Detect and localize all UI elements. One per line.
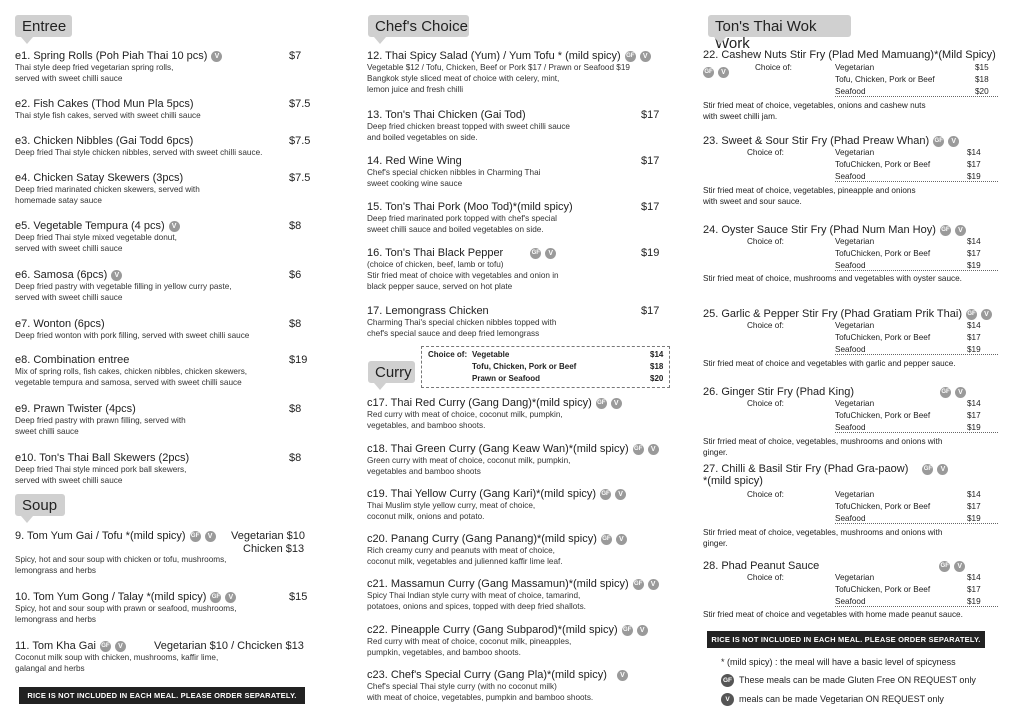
item-desc-1: Red curry with meat of choice, coconut milk, pumpkin, bbox=[367, 410, 563, 419]
choice-label: Choice of: bbox=[747, 399, 784, 408]
item-name: c19. Thai Yellow Curry (Gang Kari)*(mild spicy) bbox=[367, 488, 597, 500]
item-desc-1: (choice of chicken, beef, lamb or tofu) bbox=[367, 260, 504, 269]
item-price-2: Chicken $13 bbox=[243, 543, 305, 555]
choice-label: Choice of: bbox=[747, 573, 784, 582]
menu-item-28 bbox=[703, 560, 998, 619]
vegetarian-icon: V bbox=[718, 67, 729, 78]
item-desc-1: Deep fried pastry with vegetable filling in yellow curry paste, bbox=[15, 282, 232, 291]
legend-spicy: * (mild spicy) : the meal will have a basic level of spicyness bbox=[721, 657, 956, 667]
menu-item-c23 bbox=[367, 669, 628, 703]
menu-item-14 bbox=[367, 155, 660, 189]
item-desc-2: served with sweet chilli sauce bbox=[15, 74, 123, 83]
menu-item-e8 bbox=[15, 354, 308, 388]
opt-3-price: $19 bbox=[967, 172, 981, 181]
item-price: $8 bbox=[289, 452, 302, 464]
menu-item-e6 bbox=[15, 269, 302, 303]
menu-item-12 bbox=[367, 50, 651, 95]
item-name: 15. Ton's Thai Pork (Moo Tod)*(mild spicy) bbox=[367, 201, 573, 213]
gluten-free-icon: GF bbox=[721, 674, 734, 687]
item-desc-1: Deep fried Thai style minced pork ball skewers, bbox=[15, 465, 187, 474]
menu-item-25 bbox=[703, 308, 998, 368]
menu-item-c22 bbox=[367, 624, 648, 658]
curry-choice-price-box bbox=[421, 346, 670, 388]
wok-title: Ton's Thai Wok Work bbox=[715, 18, 817, 52]
item-desc-1: Spicy, hot and sour soup with chicken or tofu, mushrooms, bbox=[15, 555, 227, 564]
item-desc-1: Stir fried meat of choice, mushrooms and vegetables with oyster sauce. bbox=[703, 274, 962, 283]
item-desc-1: Red curry with meat of choice, coconut milk, pineapples, bbox=[367, 637, 572, 646]
choice-label: Choice of: bbox=[747, 490, 784, 499]
menu-item-e10 bbox=[15, 452, 302, 486]
item-price: $15 bbox=[289, 591, 308, 603]
item-desc-1: Deep fried wonton with pork filling, served with sweet chilli sauce bbox=[15, 331, 250, 340]
opt-1-name: Vegetarian bbox=[835, 399, 875, 408]
item-name: 11. Tom Kha Gai bbox=[15, 640, 96, 652]
opt-3-price: $19 bbox=[967, 345, 981, 354]
item-price: $8 bbox=[289, 220, 302, 232]
opt-1-name: Vegetarian bbox=[835, 63, 875, 72]
item-name: e10. Ton's Thai Ball Skewers (2pcs) bbox=[15, 452, 190, 464]
opt-1-price: $15 bbox=[975, 63, 989, 72]
item-desc-1: Spicy, hot and sour soup with prawn or seafood, mushrooms, bbox=[15, 604, 237, 613]
menu-item-e2 bbox=[15, 98, 311, 121]
opt-1-price: $14 bbox=[967, 148, 981, 157]
opt-1-name: Vegetarian bbox=[835, 237, 875, 246]
item-desc-2: coconut milk, vegetables and julienned kaffir lime leaf. bbox=[367, 557, 563, 566]
choice-label: Choice of: bbox=[755, 63, 792, 72]
opt-1-name: Vegetarian bbox=[835, 148, 875, 157]
item-desc-1: Chef's special Thai style curry (with no coconut milk) bbox=[367, 682, 557, 691]
item-price: $8 bbox=[289, 318, 302, 330]
legend-gf-text: These meals can be made Gluten Free ON REQUEST only bbox=[739, 674, 976, 685]
item-name: 22. Cashew Nuts Stir Fry (Plad Med Mamuang)*(Mild Spicy) bbox=[703, 49, 996, 61]
vegetarian-icon: V bbox=[981, 309, 992, 320]
item-name: 25. Garlic & Pepper Stir Fry (Phad Gratiam Prik Thai) bbox=[703, 308, 962, 320]
opt-2-name: TofuChicken, Pork or Beef bbox=[835, 585, 931, 594]
dotted-leader bbox=[835, 270, 998, 271]
item-price: $7.5 bbox=[289, 172, 311, 184]
item-desc-1: Deep fried pastry with prawn filling, served with bbox=[15, 416, 186, 425]
item-desc-2: with meat of choice, vegetables, pumpkin and bamboo shoots. bbox=[367, 693, 594, 702]
rice-not-included-notice: RICE IS NOT INCLUDED IN EACH MEAL. PLEASE ORDER SEPARATELY. bbox=[707, 631, 985, 648]
gluten-free-icon: GF bbox=[600, 489, 611, 500]
gluten-free-icon: GF bbox=[601, 534, 612, 545]
menu-item-c20 bbox=[367, 533, 627, 567]
vegetarian-icon: V bbox=[637, 625, 648, 636]
opt-2-price: $17 bbox=[967, 249, 981, 258]
item-desc-2: lemongrass and herbs bbox=[15, 615, 97, 624]
item-desc-1: Charming Thai's special chicken nibbles topped with bbox=[367, 318, 557, 327]
menu-item-e7 bbox=[15, 318, 302, 341]
item-name: e7. Wonton (6pcs) bbox=[15, 318, 105, 330]
opt-1-price: $14 bbox=[967, 237, 981, 246]
gluten-free-icon: GF bbox=[596, 398, 607, 409]
item-name: c20. Panang Curry (Gang Panang)*(mild spicy) bbox=[367, 533, 597, 545]
item-desc-1: Thai style fish cakes, served with sweet chilli sauce bbox=[15, 111, 201, 120]
opt-2-name: TofuChicken, Pork or Beef bbox=[835, 249, 931, 258]
opt-2-price: $17 bbox=[967, 585, 981, 594]
item-name: 12. Thai Spicy Salad (Yum) / Yum Tofu * (mild spicy) bbox=[367, 50, 621, 62]
entree-section-header bbox=[15, 15, 72, 37]
opt-3-price: $20 bbox=[975, 87, 989, 96]
opt-2-name: TofuChicken, Pork or Beef bbox=[835, 160, 931, 169]
item-desc-1: Stir fried meat of choice, vegetables, pineapple and onions bbox=[703, 186, 916, 195]
gluten-free-icon: GF bbox=[100, 641, 111, 652]
item-name: e8. Combination entree bbox=[15, 354, 130, 366]
opt-1-price: $14 bbox=[967, 399, 981, 408]
item-name: 16. Ton's Thai Black Pepper bbox=[367, 247, 504, 259]
choice-label: Choice of: bbox=[747, 237, 784, 246]
menu-item-e4 bbox=[15, 172, 311, 206]
menu-item-26 bbox=[703, 386, 998, 457]
item-name: e2. Fish Cakes (Thod Mun Pla 5pcs) bbox=[15, 98, 194, 110]
item-price: $6 bbox=[289, 269, 302, 281]
item-desc-1: Deep fried chicken breast topped with sweet chilli sauce bbox=[367, 122, 570, 131]
menu-item-22 bbox=[703, 49, 998, 124]
vegetarian-icon: V bbox=[615, 489, 626, 500]
legend-vegetarian bbox=[721, 693, 944, 706]
vegetarian-icon: V bbox=[955, 225, 966, 236]
item-desc-2: vegetable tempura and samosa, served with sweet chilli sauce bbox=[15, 378, 242, 387]
curry-section-header bbox=[368, 361, 415, 383]
menu-item-23 bbox=[703, 135, 998, 206]
vegetarian-icon: V bbox=[225, 592, 236, 603]
opt-3-name: Seafood bbox=[835, 345, 866, 354]
soup-title: Soup bbox=[22, 497, 58, 514]
item-desc-1: Mix of spring rolls, fish cakes, chicken nibbles, chicken skewers, bbox=[15, 367, 248, 376]
opt-3-name: Seafood bbox=[835, 87, 866, 96]
opt-1-name: Vegetarian bbox=[835, 490, 875, 499]
opt-3-price: $19 bbox=[967, 514, 981, 523]
item-price: $7.5 bbox=[289, 98, 311, 110]
gluten-free-icon: GF bbox=[210, 592, 221, 603]
item-price: Vegetarian $10 bbox=[231, 530, 306, 542]
vegetarian-icon: V bbox=[948, 136, 959, 147]
item-price: $17 bbox=[641, 201, 660, 213]
gluten-free-icon: GF bbox=[940, 387, 951, 398]
vegetarian-icon: V bbox=[721, 693, 734, 706]
gluten-free-icon: GF bbox=[190, 531, 201, 542]
dotted-leader bbox=[835, 354, 998, 355]
vegetarian-icon: V bbox=[115, 641, 126, 652]
choice-row-1-name: Vegetable bbox=[472, 350, 510, 359]
choice-row-3-name: Prawn or Seafood bbox=[472, 374, 541, 383]
item-desc-2: with sweet chilli jam. bbox=[703, 112, 778, 121]
item-price: Vegetarian $10 / Chcicken $13 bbox=[154, 640, 304, 652]
legend-gluten-free bbox=[721, 674, 976, 687]
soup-section-header bbox=[15, 494, 65, 516]
gluten-free-icon: GF bbox=[940, 225, 951, 236]
gluten-free-icon: GF bbox=[633, 579, 644, 590]
opt-2-name: TofuChicken, Pork or Beef bbox=[835, 411, 931, 420]
gluten-free-icon: GF bbox=[939, 561, 950, 572]
item-desc-1: Deep fried Thai style mixed vegetable donut, bbox=[15, 233, 177, 242]
vegetarian-icon: V bbox=[648, 444, 659, 455]
item-name: e4. Chicken Satay Skewers (3pcs) bbox=[15, 172, 184, 184]
gluten-free-icon: GF bbox=[933, 136, 944, 147]
entree-title: Entree bbox=[22, 18, 67, 35]
item-desc-2: potatoes, onions and spices, topped with deep fried shallots. bbox=[367, 602, 586, 611]
item-desc-1: Vegetable $12 / Tofu, Chicken, Beef or Pork $17 / Prawn or Seafood $19 bbox=[367, 63, 630, 72]
item-name: e3. Chicken Nibbles (Gai Todd 6pcs) bbox=[15, 135, 194, 147]
legend-v-text: meals can be made Vegetarian ON REQUEST only bbox=[739, 693, 944, 704]
choice-label: Choice of: bbox=[747, 321, 784, 330]
item-desc-1: Deep fried Thai style chicken nibbles, served with sweet chilli sauce. bbox=[15, 148, 263, 157]
item-name: e1. Spring Rolls (Poh Piah Thai 10 pcs) bbox=[15, 50, 208, 62]
gluten-free-icon: GF bbox=[703, 67, 714, 78]
item-name: 17. Lemongrass Chicken bbox=[367, 305, 489, 317]
vegetarian-icon: V bbox=[954, 561, 965, 572]
menu-item-c18 bbox=[367, 443, 659, 477]
chefs-choice-title: Chef's Choice bbox=[375, 18, 468, 35]
item-price: $8 bbox=[289, 403, 302, 415]
dotted-leader bbox=[835, 96, 998, 97]
item-name: c18. Thai Green Curry (Gang Keaw Wan)*(mild spicy) bbox=[367, 443, 629, 455]
item-desc-2: homemade satay sauce bbox=[15, 196, 102, 205]
opt-2-price: $17 bbox=[967, 160, 981, 169]
item-desc-2: coconut milk, onions and potato. bbox=[367, 512, 485, 521]
item-desc-3: lemon juice and fresh chilli bbox=[367, 85, 464, 94]
opt-2-price: $17 bbox=[967, 333, 981, 342]
menu-item-13 bbox=[367, 109, 660, 143]
vegetarian-icon: V bbox=[211, 51, 222, 62]
item-desc-1: Thai style deep fried vegetarian spring rolls, bbox=[15, 63, 174, 72]
item-desc-2: served with sweet chilli sauce bbox=[15, 293, 123, 302]
item-desc-2: vegetables and bamboo shoots bbox=[367, 467, 481, 476]
item-desc-1: Spicy Thai Indian style curry with meat of choice, tamarind, bbox=[367, 591, 581, 600]
item-desc-2: lemongrass and herbs bbox=[15, 566, 97, 575]
opt-2-name: Tofu, Chicken, Pork or Beef bbox=[835, 75, 935, 84]
menu-item-e5 bbox=[15, 220, 302, 254]
vegetarian-icon: V bbox=[169, 221, 180, 232]
item-desc-2: chef's special sauce and deep fried lemongrass bbox=[367, 329, 540, 338]
menu-item-16 bbox=[367, 247, 660, 292]
item-desc-1: Rich creamy curry and peanuts with meat of choice, bbox=[367, 546, 555, 555]
choice-row-1-price: $14 bbox=[650, 350, 664, 359]
item-name: 27. Chilli & Basil Stir Fry (Phad Gra-paow) bbox=[703, 463, 909, 475]
vegetarian-icon: V bbox=[611, 398, 622, 409]
menu-item-soup-11 bbox=[15, 640, 304, 674]
menu-item-15 bbox=[367, 201, 660, 235]
item-desc-2: pumpkin, vegetables, and bamboo shoots. bbox=[367, 648, 521, 657]
item-name: c21. Massamun Curry (Gang Massamun)*(mild spicy) bbox=[367, 578, 629, 590]
item-price: $19 bbox=[641, 247, 660, 259]
opt-2-name: TofuChicken, Pork or Beef bbox=[835, 333, 931, 342]
vegetarian-icon: V bbox=[955, 387, 966, 398]
item-name: e5. Vegetable Tempura (4 pcs) bbox=[15, 220, 165, 232]
gluten-free-icon: GF bbox=[622, 625, 633, 636]
opt-3-name: Seafood bbox=[835, 172, 866, 181]
opt-1-price: $14 bbox=[967, 490, 981, 499]
opt-1-price: $14 bbox=[967, 321, 981, 330]
opt-3-price: $19 bbox=[967, 423, 981, 432]
item-price: $17 bbox=[641, 155, 660, 167]
gluten-free-icon: GF bbox=[633, 444, 644, 455]
vegetarian-icon: V bbox=[648, 579, 659, 590]
item-desc-2: and boiled vegetables on side. bbox=[367, 133, 478, 142]
dotted-leader bbox=[835, 523, 998, 524]
item-name: e9. Prawn Twister (4pcs) bbox=[15, 403, 136, 415]
opt-3-name: Seafood bbox=[835, 597, 866, 606]
item-name: 24. Oyster Sauce Stir Fry (Phad Num Man Hoy) bbox=[703, 224, 936, 236]
item-name-2: *(mild spicy) bbox=[703, 475, 763, 487]
menu-item-17 bbox=[367, 305, 660, 339]
choice-row-2-name: Tofu, Chicken, Pork or Beef bbox=[472, 362, 577, 371]
item-name: e6. Samosa (6pcs) bbox=[15, 269, 108, 281]
opt-2-price: $18 bbox=[975, 75, 989, 84]
opt-2-name: TofuChicken, Pork or Beef bbox=[835, 502, 931, 511]
vegetarian-icon: V bbox=[616, 534, 627, 545]
opt-2-price: $17 bbox=[967, 502, 981, 511]
item-price: $19 bbox=[289, 354, 308, 366]
menu-item-c17 bbox=[367, 397, 622, 431]
item-desc-1: Stir fried meat of choice and vegetables with garlic and pepper sauce. bbox=[703, 359, 956, 368]
item-desc-2: sweet chilli sauce and boiled vegetables on side. bbox=[367, 225, 544, 234]
opt-3-price: $19 bbox=[967, 597, 981, 606]
item-name: c23. Chef's Special Curry (Gang Pla)*(mild spicy) bbox=[367, 669, 607, 681]
item-desc-2: sweet cooking wine sauce bbox=[367, 179, 463, 188]
choice-row-3-price: $20 bbox=[650, 374, 664, 383]
item-desc-2: ginger. bbox=[703, 448, 728, 457]
curry-title: Curry bbox=[375, 364, 412, 381]
vegetarian-icon: V bbox=[545, 248, 556, 259]
item-price: $17 bbox=[641, 109, 660, 121]
item-desc-1: Coconut milk soup with chicken, mushrooms, kaffir lime, bbox=[15, 653, 219, 662]
gluten-free-icon: GF bbox=[922, 464, 933, 475]
vegetarian-icon: V bbox=[111, 270, 122, 281]
menu-item-c19 bbox=[367, 488, 626, 522]
item-desc-1: Green curry with meat of choice, coconut milk, pumpkin, bbox=[367, 456, 571, 465]
dotted-leader bbox=[835, 181, 998, 182]
vegetarian-icon: V bbox=[617, 670, 628, 681]
item-desc-1: Thai Muslim style yellow curry, meat of choice, bbox=[367, 501, 536, 510]
opt-3-name: Seafood bbox=[835, 514, 866, 523]
opt-1-price: $14 bbox=[967, 573, 981, 582]
item-name: 10. Tom Yum Gong / Talay *(mild spicy) bbox=[15, 591, 207, 603]
item-desc-2: Bangkok style sliced meat of choice with celery, mint, bbox=[367, 74, 560, 83]
rice-not-included-notice: RICE IS NOT INCLUDED IN EACH MEAL. PLEASE ORDER SEPARATELY. bbox=[19, 687, 305, 704]
opt-1-name: Vegetarian bbox=[835, 321, 875, 330]
choice-label: Choice of: bbox=[428, 350, 468, 359]
item-name: c17. Thai Red Curry (Gang Dang)*(mild spicy) bbox=[367, 397, 592, 409]
opt-3-name: Seafood bbox=[835, 423, 866, 432]
item-name: c22. Pineapple Curry (Gang Subparod)*(mild spicy) bbox=[367, 624, 618, 636]
menu-item-e9 bbox=[15, 403, 302, 437]
item-name: 28. Phad Peanut Sauce bbox=[703, 560, 820, 572]
item-name: 23. Sweet & Sour Stir Fry (Phad Preaw Whan) bbox=[703, 135, 930, 147]
item-desc-2: Stir fried meat of choice with vegetables and onion in bbox=[367, 271, 559, 280]
vegetarian-icon: V bbox=[640, 51, 651, 62]
menu-item-c21 bbox=[367, 578, 659, 612]
item-desc-3: black pepper sauce, served on hot plate bbox=[367, 282, 513, 291]
item-name: 26. Ginger Stir Fry (Phad King) bbox=[703, 386, 855, 398]
item-desc-1: Stir fried meat of choice and vegetables with home made peanut sauce. bbox=[703, 610, 963, 619]
item-desc-1: Stir fried meat of choice, vegetables, onions and cashew nuts bbox=[703, 101, 926, 110]
chefs-choice-section-header bbox=[368, 15, 469, 37]
choice-label: Choice of: bbox=[747, 148, 784, 157]
item-name: 13. Ton's Thai Chicken (Gai Tod) bbox=[367, 109, 526, 121]
item-desc-1: Chef's special chicken nibbles in Charming Thai bbox=[367, 168, 541, 177]
menu-item-27 bbox=[703, 463, 998, 548]
dotted-leader bbox=[835, 432, 998, 433]
item-desc-2: ginger. bbox=[703, 539, 728, 548]
item-desc-1: Stir frried meat of choice, vegetables, mushrooms and onions with bbox=[703, 528, 943, 537]
item-price: $17 bbox=[641, 305, 660, 317]
opt-3-price: $19 bbox=[967, 261, 981, 270]
item-desc-2: served with sweet chilli sauce bbox=[15, 476, 123, 485]
opt-2-price: $17 bbox=[967, 411, 981, 420]
item-name: 9. Tom Yum Gai / Tofu *(mild spicy) bbox=[15, 530, 186, 542]
item-desc-1: Stir frried meat of choice, vegetables, mushrooms and onions with bbox=[703, 437, 943, 446]
vegetarian-icon: V bbox=[205, 531, 216, 542]
item-price: $7 bbox=[289, 50, 302, 62]
item-desc-2: sweet chilli sauce bbox=[15, 427, 79, 436]
opt-3-name: Seafood bbox=[835, 261, 866, 270]
gluten-free-icon: GF bbox=[966, 309, 977, 320]
item-desc-2: with sweet and sour sauce. bbox=[703, 197, 802, 206]
item-desc-2: served with sweet chilli sauce bbox=[15, 244, 123, 253]
wok-section-header bbox=[708, 15, 851, 52]
menu-item-e3 bbox=[15, 135, 311, 158]
item-desc-2: galangal and herbs bbox=[15, 664, 85, 673]
item-desc-1: Deep fried marinated pork topped with chef's special bbox=[367, 214, 557, 223]
menu-item-soup-10 bbox=[15, 591, 308, 625]
menu-item-soup-9 bbox=[15, 530, 306, 576]
item-desc-2: vegetables, and bamboo shoots. bbox=[367, 421, 486, 430]
item-price: $7.5 bbox=[289, 135, 311, 147]
gluten-free-icon: GF bbox=[625, 51, 636, 62]
gluten-free-icon: GF bbox=[530, 248, 541, 259]
item-desc-1: Deep fried marinated chicken skewers, served with bbox=[15, 185, 200, 194]
menu-item-e1 bbox=[15, 50, 302, 84]
menu-item-24 bbox=[703, 224, 998, 283]
vegetarian-icon: V bbox=[937, 464, 948, 475]
opt-1-name: Vegetarian bbox=[835, 573, 875, 582]
choice-row-2-price: $18 bbox=[650, 362, 664, 371]
item-name: 14. Red Wine Wing bbox=[367, 155, 462, 167]
dotted-leader bbox=[835, 606, 998, 607]
